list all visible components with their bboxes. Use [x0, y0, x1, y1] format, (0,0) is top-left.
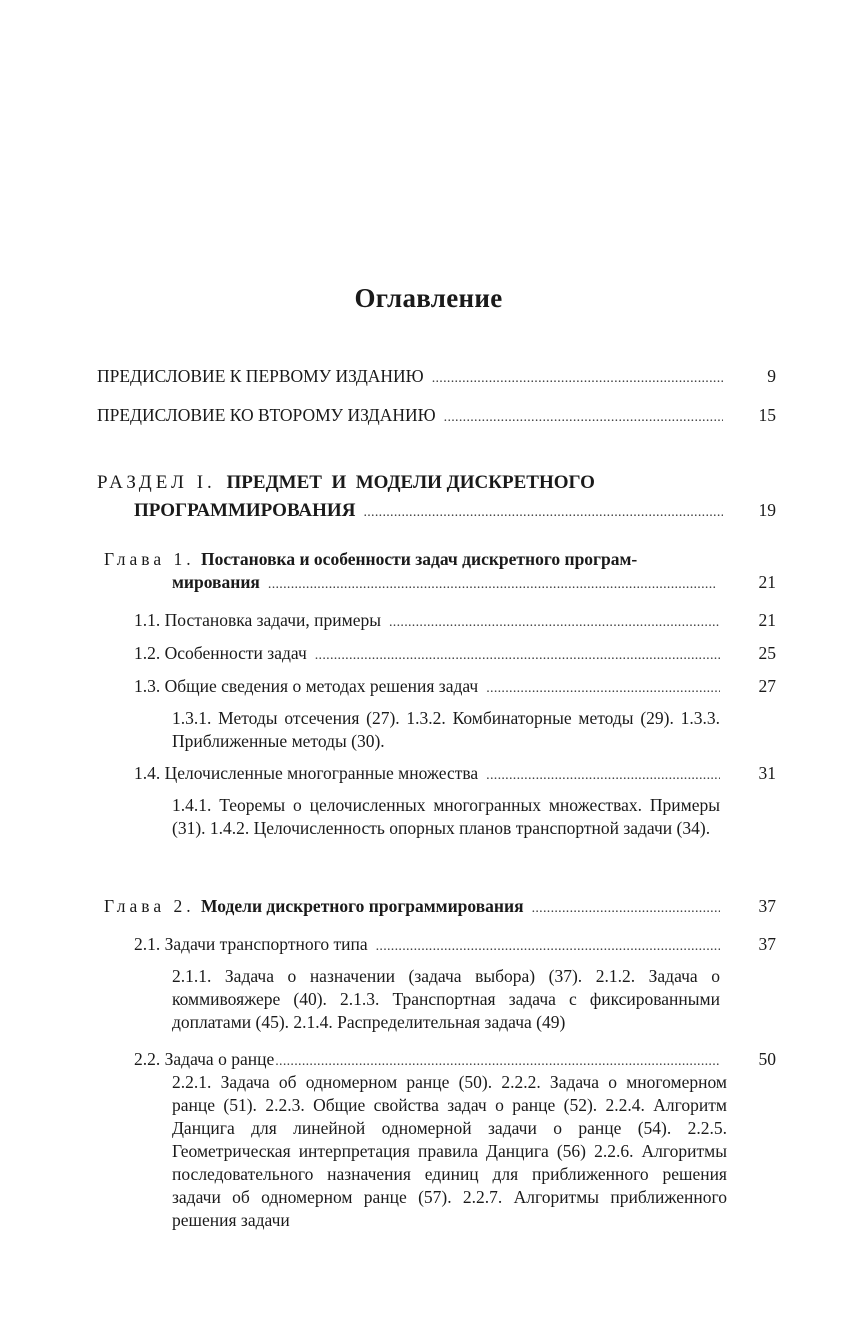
- toc-label: ПРЕДИСЛОВИЕ КО ВТОРОМУ ИЗДАНИЮ: [97, 405, 436, 425]
- chapter-title: Модели дискретного программирования: [200, 896, 524, 916]
- dot-leader: [432, 367, 723, 390]
- toc-entry-preface-second[interactable]: [97, 404, 727, 429]
- toc-label: 1.2. Особенности задач: [134, 643, 307, 663]
- toc-entry-preface-first[interactable]: [97, 365, 727, 390]
- dot-leader: [268, 573, 716, 596]
- toc-subsections-1-4: 1.4.1. Теоремы о целочисленных многогранных множествах. Примеры (31). 1.4.2. Целочисленность опорных планов транспортной задачи (34).: [172, 795, 720, 838]
- dot-leader: [486, 677, 720, 700]
- page-number: 27: [758, 676, 776, 696]
- toc-section-1-3[interactable]: [134, 675, 724, 700]
- dot-leader: [389, 611, 720, 634]
- toc-chapter-2[interactable]: [104, 895, 724, 920]
- toc-label: 1.4. Целочисленные многогранные множества: [134, 763, 479, 783]
- toc-label: ПРЕДИСЛОВИЕ К ПЕРВОМУ ИЗДАНИЮ: [97, 366, 424, 386]
- toc-section-2-2[interactable]: [134, 1048, 724, 1073]
- dot-leader: [376, 935, 720, 958]
- toc-label: 1.3. Общие сведения о методах решения задач: [134, 676, 479, 696]
- page-title: Оглавление: [354, 283, 503, 313]
- part-prefix: РАЗДЕЛ I.: [97, 472, 216, 493]
- dot-leader: [532, 897, 720, 920]
- toc-subsections-2-1: 2.1.1. Задача о назначении (задача выбора) (37). 2.1.2. Задача о коммивояжере (40). 2.1.3. Транспортная задача с фиксированными доплатами (45). 2.1.4. Распределительная задача (49): [172, 966, 720, 1032]
- page-number: 19: [758, 500, 776, 520]
- toc-section-1-2[interactable]: [134, 642, 724, 667]
- toc-chapter-1-line2[interactable]: [172, 571, 720, 596]
- part-title: ПРЕДМЕТ И МОДЕЛИ ДИСКРЕТНОГО: [226, 472, 595, 493]
- toc-label: 2.1. Задачи транспортного типа: [134, 934, 368, 954]
- toc-label: 1.1. Постановка задачи, примеры: [134, 610, 381, 630]
- dot-leader: [363, 501, 723, 524]
- chapter-prefix: Глава 2.: [104, 896, 195, 916]
- page-number: 50: [758, 1049, 776, 1069]
- toc-section-1-1[interactable]: [134, 609, 724, 634]
- page-number: 21: [758, 572, 776, 592]
- dot-leader: [315, 644, 720, 667]
- page-number: 37: [758, 896, 776, 916]
- toc-part-heading-line2[interactable]: [134, 499, 727, 524]
- chapter-title-cont: мирования: [172, 572, 260, 592]
- page-number: 31: [758, 763, 776, 783]
- page-number: 25: [758, 643, 776, 663]
- toc-subsections-1-3: 1.3.1. Методы отсечения (27). 1.3.2. Комбинаторные методы (29). 1.3.3. Приближенные методы (30).: [172, 708, 720, 751]
- chapter-prefix: Глава 1.: [104, 549, 195, 569]
- dot-leader: [486, 764, 720, 787]
- toc-section-1-4[interactable]: [134, 762, 724, 787]
- toc-subsections-2-2: 2.2.1. Задача об одномерном ранце (50). 2.2.2. Задача о многомерном ранце (51). 2.2.3. Общие свойства задач о ранце (52). 2.2.4. Алгоритм Данцига для линейной одномерной задачи о ранце (54). 2.2.5. Геометрическая интерпретация правила Данцига (56) 2.2.6. Алгоритмы последовательного назначения единиц для приближенного решения задачи об одномерном ранце (57). 2.2.7. Алгоритмы приближенного решения задачи: [172, 1072, 727, 1230]
- part-title-cont: ПРОГРАММИРОВАНИЯ: [134, 500, 356, 521]
- dot-leader: [444, 406, 723, 429]
- dot-leader: [275, 1050, 720, 1073]
- page-number: 9: [767, 366, 776, 386]
- page-number: 15: [758, 405, 776, 425]
- toc-section-2-1[interactable]: [134, 933, 724, 958]
- page-number: 37: [758, 934, 776, 954]
- toc-label: 2.2. Задача о ранце: [134, 1049, 275, 1069]
- toc-part-heading[interactable]: [97, 471, 727, 494]
- page-number: 21: [758, 610, 776, 630]
- chapter-title: Постановка и особенности задач дискретного програм-: [200, 549, 638, 569]
- toc-chapter-1[interactable]: [104, 548, 724, 571]
